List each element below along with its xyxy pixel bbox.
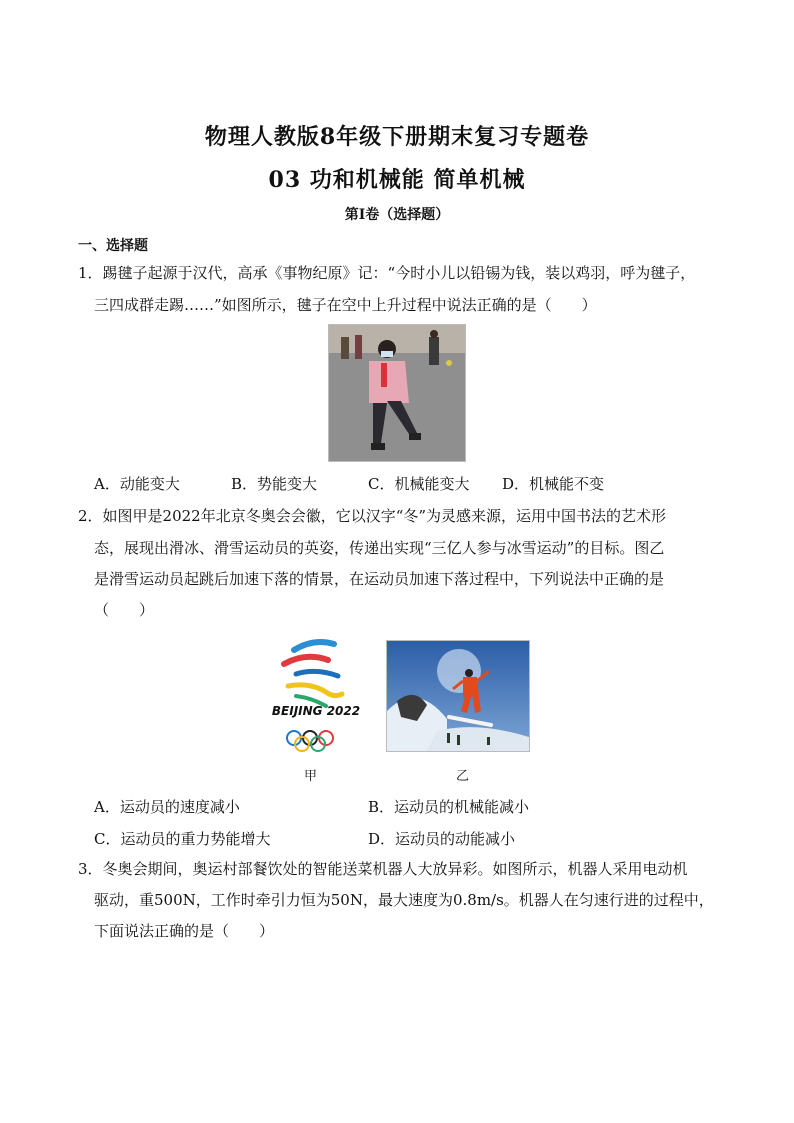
beijing-2022-emblem xyxy=(266,634,366,752)
emblem-logo-text: BEIJING 2022 xyxy=(271,704,361,718)
question-3-line-3: 下面说法正确的是（ ） xyxy=(94,922,275,940)
figure-caption-jia: 甲 xyxy=(304,769,318,784)
page-title: 物理人教版8年级下册期末复习专题卷 xyxy=(204,124,590,150)
q1-option-a: A．动能变大 xyxy=(94,475,180,493)
q1-option-d: D．机械能不变 xyxy=(502,475,605,493)
question-1-line-1: 1．踢毽子起源于汉代，高承《事物纪原》记：“今时小儿以铅锡为钱，装以鸡羽，呼为毽子， xyxy=(78,264,696,282)
shuttlecock-photo xyxy=(328,324,466,462)
shuttlecock-photo-image xyxy=(329,325,465,461)
question-1-line-2: 三四成群走踢……”如图所示，毽子在空中上升过程中说法正确的是（ ） xyxy=(94,296,597,314)
question-2-line-4: （ ） xyxy=(94,601,155,619)
section-heading: 一、选择题 xyxy=(78,238,148,254)
q2-option-c: C．运动员的重力势能增大 xyxy=(94,830,271,848)
question-2-line-2: 态，展现出滑冰、滑雪运动员的英姿，传递出实现“三亿人参与冰雪运动”的目标。图乙 xyxy=(94,539,665,557)
q1-option-c: C．机械能变大 xyxy=(368,475,470,493)
q1-option-b: B．势能变大 xyxy=(231,475,318,493)
snowboarder-photo-image xyxy=(387,641,529,751)
q2-option-d: D．运动员的动能减小 xyxy=(368,830,516,848)
q2-option-b: B．运动员的机械能减小 xyxy=(368,798,530,816)
page-subtitle: 03 功和机械能 简单机械 xyxy=(268,167,526,193)
q2-option-a: A．运动员的速度减小 xyxy=(94,798,240,816)
figure-caption-yi: 乙 xyxy=(456,769,470,784)
question-2-line-1: 2．如图甲是2022年北京冬奥会会徽，它以汉字“冬”为灵感来源，运用中国书法的艺术形 xyxy=(78,507,667,525)
volume-label: 第Ⅰ卷（选择题） xyxy=(344,207,450,223)
question-3-line-2: 驱动，重500N，工作时牵引力恒为50N，最大速度为0.8m/s。机器人在匀速行进的过程中， xyxy=(94,891,714,909)
question-2-line-3: 是滑雪运动员起跳后加速下落的情景，在运动员加速下落过程中，下列说法中正确的是 xyxy=(94,570,665,588)
question-3-line-1: 3．冬奥会期间，奥运村部餐饮处的智能送菜机器人大放异彩。如图所示，机器人采用电动机 xyxy=(78,860,688,878)
emblem-logo-image xyxy=(266,634,366,752)
snowboarder-photo xyxy=(386,640,530,752)
